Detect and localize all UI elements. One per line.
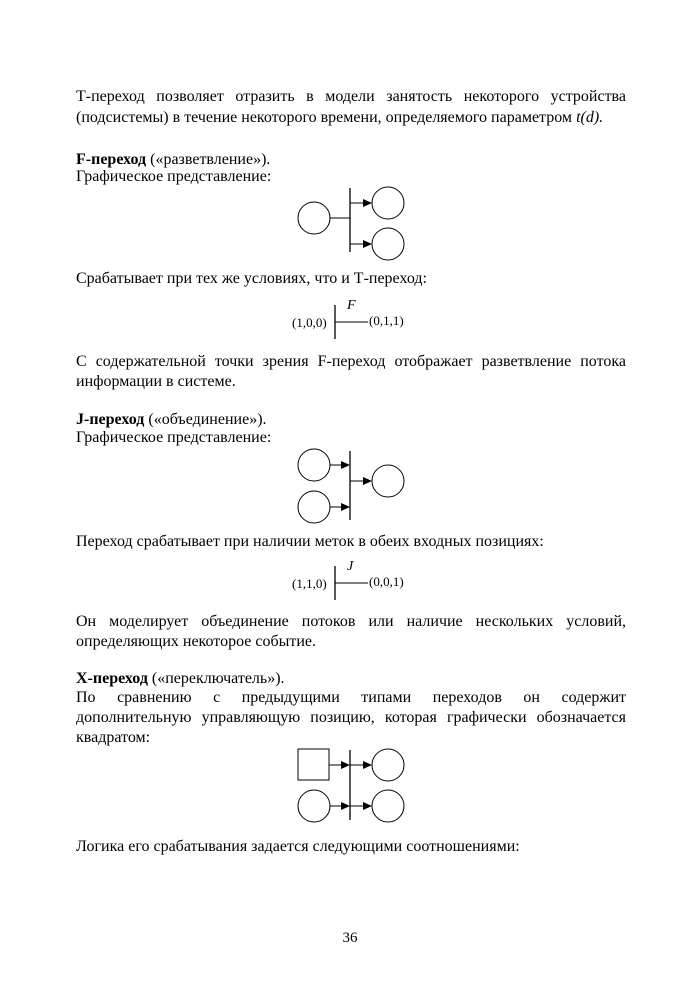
f-output-arrow-1 [363, 199, 372, 207]
x-output-arrow-1 [363, 761, 372, 769]
f-formula-output: (0,1,1) [369, 313, 404, 328]
x-control-position [298, 749, 329, 780]
j-input-arrow-1 [341, 461, 350, 469]
x-output-place-2 [372, 790, 404, 822]
j-meaning-line-2: определяющих некоторое событие. [76, 633, 317, 650]
x-desc-line-2: дополнительную управляющую позицию, которая графически обозначается [76, 709, 626, 726]
f-output-place-2 [372, 228, 404, 260]
j-title: J-переход [76, 411, 145, 428]
param-symbol: t(d). [576, 109, 604, 126]
f-title: F-переход [76, 151, 147, 168]
j-fires-text: Переход срабатывает при наличии меток в обеих входных позициях: [76, 533, 544, 550]
x-logic-text: Логика его срабатывания задается следующими соотношениями: [76, 838, 520, 855]
x-input-place [298, 790, 330, 822]
j-output-arrow [363, 477, 372, 485]
j-graphic-caption: Графическое представление: [76, 429, 272, 446]
f-formula-input: (1,0,0) [292, 315, 327, 330]
j-formula-output: (0,0,1) [369, 574, 404, 589]
f-meaning-line-1: С содержательной точки зрения F-переход отображает разветвление потока [76, 353, 626, 370]
j-formula-letter: J [347, 559, 354, 574]
intro-line-1: Т-переход позволяет отразить в модели занятость некоторого устройства [76, 88, 626, 105]
j-title-suffix: («объединение»). [144, 411, 267, 428]
x-title-suffix: («переключатель»). [147, 670, 285, 687]
j-meaning-line-1: Он моделирует объединение потоков или наличие нескольких условий, [76, 613, 626, 630]
f-input-place [298, 202, 330, 234]
x-title: X-переход [76, 670, 148, 687]
f-graphic-caption: Графическое представление: [76, 168, 272, 185]
f-title-suffix: («разветвление»). [146, 151, 271, 168]
x-control-arrow [341, 761, 350, 769]
j-formula-input: (1,1,0) [292, 576, 327, 591]
f-output-arrow-2 [363, 240, 372, 248]
j-input-place-1 [298, 449, 330, 481]
j-output-place [372, 465, 404, 497]
intro-line-2 [76, 107, 626, 128]
page-number: 36 [342, 930, 358, 946]
f-fires-text: Срабатывает при тех же условиях, что и Т-переход: [76, 270, 427, 287]
f-output-place-1 [372, 187, 404, 219]
x-output-place-1 [372, 749, 404, 781]
f-meaning-line-2: информации в системе. [76, 373, 236, 390]
x-desc-line-3: квадратом: [76, 729, 151, 746]
x-output-arrow-2 [363, 802, 372, 810]
j-input-place-2 [298, 491, 330, 523]
x-section-heading [76, 668, 626, 689]
j-input-arrow-2 [341, 503, 350, 511]
f-formula-letter: F [347, 298, 356, 313]
intro-line-2-text: (подсистемы) в течение некоторого времени, определяемого параметром [76, 109, 573, 126]
x-input-arrow [341, 802, 350, 810]
x-desc-line-1: По сравнению с предыдущими типами переходов он содержит [76, 689, 626, 706]
